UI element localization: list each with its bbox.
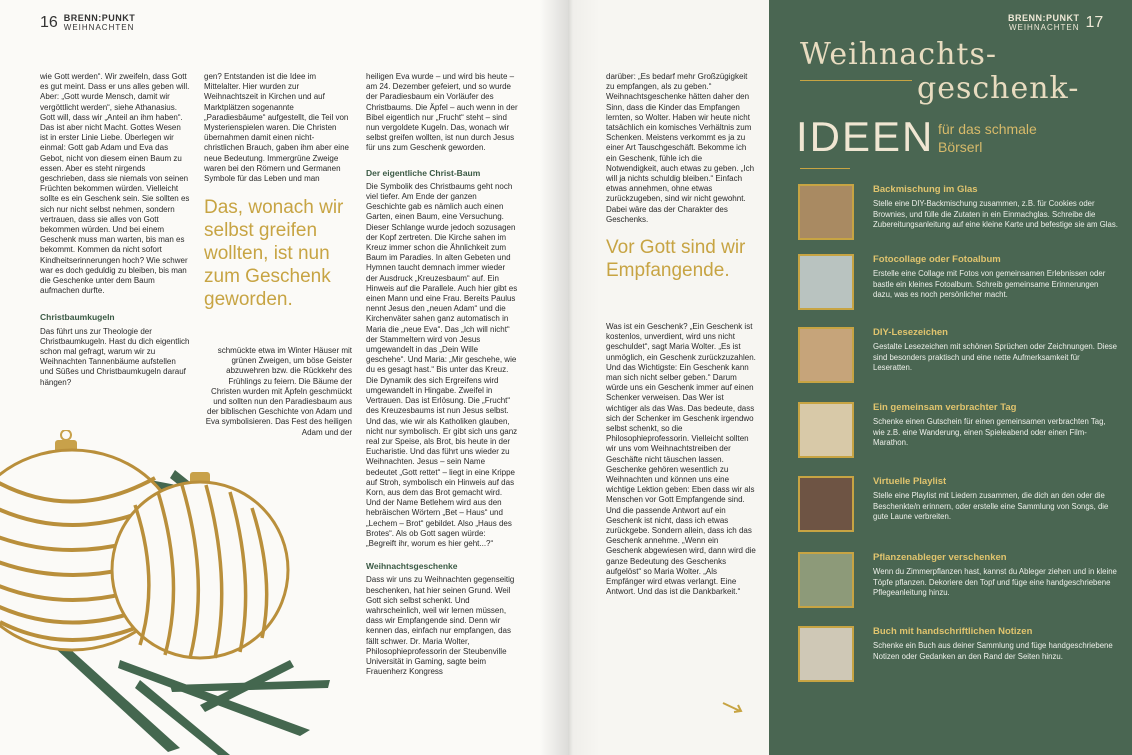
idea-title: Backmischung im Glas [873,184,978,195]
page-number: 17 [1085,14,1104,31]
subtitle-rule [800,168,850,169]
title-rule [800,80,912,81]
idea-title: Pflanzenableger verschenken [873,552,1007,563]
body-text: Das führt uns zur Theologie der Christbaumkugeln. Hast du dich eigentlich schon mal gefragt, warum wir zu Weihnachten Tannenbäume aufstellen und Süßes und Christbaumkugeln darauf hängen? [40,326,190,387]
idea-photo [798,476,854,532]
idea-item [798,327,1118,387]
right-folio [1008,14,1103,32]
idea-photo [798,254,854,310]
idea-photo [798,327,854,383]
idea-item [798,402,1118,462]
panel-subtitle: für das schmale Börserl [938,121,1037,155]
idea-title: Virtuelle Playlist [873,476,947,487]
idea-photo [798,552,854,608]
brand-name: BRENN:PUNKT [63,13,136,23]
section-heading: Christbaumkugeln [40,312,115,323]
left-column-2 [204,72,354,184]
body-text: darüber: „Es bedarf mehr Großzügigkeit zu empfangen, als zu geben.“ Weihnachtsgeschenke hätten daher den Sinn, dass die Kinder das Empfangen lernten, so Wolter. Haben wir heute nicht tatsächlich ein komisches Verhältnis zum Schenken. Meistens verkommt es ja zu einer Art Tauschgeschäft. Bekomme ich ein Geschenk, fühle ich die Notwendigkeit, auch etwas zu geben. „Ich will ja nichts schuldig bleiben.“ Einfach etwas annehmen, ohne etwas zurückzugeben, sind wir nicht gewohnt. Dabei wäre das der Charakter des Geschenks. [606,72,755,224]
left-column-3 [366,72,518,677]
idea-text: Stelle eine Playlist mit Liedern zusammen, die dich an den oder die Beschenkte/n erinnern, oder erstelle eine Sammlung von Songs, die gute Laune verbreiten. [873,491,1109,521]
pull-quote: Das, wonach wir selbst greifen wollten, ist nun zum Geschenk geworden. [204,197,344,310]
idea-text: Stelle eine DIY-Backmischung zusammen, z.B. für Cookies oder Brownies, und fülle die Zutaten in ein Einmachglas. Schreibe die Zubereitungsanleitung auf eine kleine Karte und befestige sie am Glas. [873,199,1118,229]
right-column-1 [606,72,756,225]
idea-photo [798,626,854,682]
idea-text: Erstelle eine Collage mit Fotos von gemeinsamen Erlebnissen oder bastle ein kleines Fotoalbum. Schreib gemeinsame Erinnerungen dazu, was es noch persönlicher macht. [873,269,1106,299]
idea-text: Wenn du Zimmerpflanzen hast, kannst du Ableger ziehen und in kleine Töpfe pflanzen. Dekoriere den Topf und füge eine handgeschriebene Pflegeanleitung hinzu. [873,567,1117,597]
body-text: gen? Entstanden ist die Idee im Mittelalter. Hier wurden zur Weihnachtszeit in Kirchen und auf Marktplätzen sogenannte „Paradiesbäume“ aufgestellt, die Teil von Mysterienspielen waren. Die Christen übernahmen damit einen nicht-christlichen Brauch, gaben ihm aber eine neue Bedeutung. Immergrüne Zweige waren bei den Römern und Germanen Symbole für das Leben und man [204,72,349,184]
pull-quote: Vor Gott sind wir Empfangende. [606,237,746,281]
section-heading: Der eigentliche Christ-Baum [366,167,481,178]
body-text: Was ist ein Geschenk? „Ein Geschenk ist kostenlos, unverdient, wird uns nicht geschuldet“, sagt Maria Wolter. „Es ist unmöglich, ein Geschenk zurückzuzahlen. Und das Wichtigste: Ein Geschenk kann man sich nicht selber geben.“ Darum würde uns ein Geschenk immer auf einen Schenker verweisen. Das Wer ist wichtiger als das Was. Das bedeute, dass sich der Schenker im Geschenk irgendwo selbst schenkt, so die Philosophieprofessorin. Vielleicht sollten wir uns vom Weihnachtstreiben der Geschäfte nicht täuschen lassen. Geschenke gehören wesentlich zu Weihnachten und können uns eine wichtige Lektion geben: Eben dass wir als Menschen vor Gott Empfangende sind. Und die passende Antwort auf ein Geschenk ist nicht, dass ich etwas zurückgebe. Sondern allein, dass ich das Geschenk annehme. „Wenn ein Geschenk abgewiesen wird, dann wird die ganze Bedeutung des Geschenks aufgelöst“ so Maria Wolter. „Als Empfänger wird etwas verlangt. Eine Antwort. Und das ist die Dankbarkeit.“ [606,322,756,597]
section-heading: Weihnachtsgeschenke [366,561,458,572]
body-text: heiligen Eva wurde – und wird bis heute – am 24. Dezember gefeiert, und so wurde der Paradiesbaum ein Vorläufer des Christbaums. Die Äpfel – auch wenn in der Bibel eigentlich nur „Frucht“ steht – sind nun vergoldete Kugeln. Das, wonach wir selbst greifen wollten, ist nun durch Jesus für uns zum Geschenk geworden. [366,72,518,153]
idea-item [798,476,1118,536]
brand-label [1008,14,1080,32]
body-text: Die Symbolik des Christbaums geht noch viel tiefer. Am Ende der ganzen Geschichte gab es nämlich auch einen Garten, einen Baum, eine Versuchung. Dieser Schlange wurde jedoch sozusagen der Kopf zertreten. Die Kirche sahen im Kreuz immer schon die Ähnlichkeit zum Baum im Paradies. In alten Gebeten und Hymnen taucht demnach immer wieder der Ausdruck „Kreuzesbaum“ auf. Ein Hinweis auf die Parallele. Auch hier gibt es einen Mann und eine Frau. Bereits Paulus nennt Jesus den „neuen Adam“ und die Kirchenväter sahen ganz automatisch in Maria die „neue Eva“. Das „Ich will nicht“ der Stammeltern wird von Jesus umgewandelt in das „Dein Wille geschehe“. Und Maria: „Mir geschehe, wie du es gesagt hast.“ Bis unter das Kreuz. Die Dynamik des sich Ergreifens wird umgewandelt in Hingabe. Zweifel in Vertrauen. Das ist Erlösung. Die „Frucht“ des Kreuzesbaums ist nun Jesus selbst. Und das, wie wir als Katholiken glauben, nicht nur symbolisch. Er gibt sich uns ganz real zur Speise, als Brot, bis heute in der Eucharistie. Und das führt uns wieder zu Weihnachten. Jesus – sein Name bedeutet „Gott rettet“ – liegt in eine Krippe auf Stroh, symbolisch ein Hinweis auf das Korn, aus dem das Brot gemacht wird. Und der Name Betlehem wird aus den hebräischen Wörtern „Bet – Haus“ und „Lechem – Brot“ gebildet. Also „Haus des Brotes“. Als ob Gott sagen würde: „Begreift ihr, worum es hier geht...?“ [366,181,518,548]
panel-title-line-1: Weihnachts- [800,37,997,72]
panel-title-ideen: IDEEN [796,113,935,160]
brand-label [64,14,136,32]
left-column-1 [40,72,190,388]
arrow-right-icon [722,700,746,714]
idea-text: Gestalte Lesezeichen mit schönen Sprüchen oder Zeichnungen. Diese sind besonders praktisch und eine nette Aufmerksamkeit für Leseratten. [873,342,1118,372]
left-column-2-lower [204,346,352,438]
idea-title: DIY-Lesezeichen [873,327,948,338]
idea-title: Ein gemeinsam verbrachter Tag [873,402,1017,413]
idea-item [798,552,1118,612]
idea-item [798,254,1118,314]
body-text: wie Gott werden“. Wir zweifeln, dass Gott es gut meint. Dass er uns alles geben will. Aber: „Gott wurde Mensch, damit wir vergöttlicht werden“, siehe Athanasius. Gott will, dass wir „Anteil an ihm haben“. Das ist aber nicht Macht. Gottes Wesen ist in erster Linie Liebe. Überlegen wir einmal: Gott gab Adam und Eva das Gebot, nicht von diesem einen Baum zu essen. Aber es steht nirgends geschrieben, dass sie niemals von seinen Früchten bekommen würden. Vielleicht sollte es ein Geschenk sein. Sie sollten es sich nur nicht selbst nehmen, sondern vertrauen, dass sie alles von Gott bekommen würden. Und bei einem Geschenk muss man warten, bis man es bekommt. Kommen da nicht sofort Kindheitserinnerungen hoch? Wie schwer war es doch geduldig zu bleiben, bis man die Geschenke unter dem Baum aufmachen durfte. [40,72,190,296]
idea-item [798,184,1118,244]
page-number: 16 [40,14,58,31]
body-text: Dass wir uns zu Weihnachten gegenseitig beschenken, hat hier seinen Grund. Weil Gott sich selbst schenkt. Und wahrscheinlich, weil wir lernen müssen, dass wir Empfangende sind. Denn wir kennen das, einfach nur empfangen, das fällt schwer. Dr. Maria Wolter, Philosophieprofessorin der Steubenville Universität in Gaming, sagte beim Frauenherz Kongress [366,575,515,677]
body-text: schmückte etwa im Winter Häuser mit grünen Zweigen, um böse Geister abzuwehren bzw. die Rückkehr des Frühlings zu feiern. Die Bäume der Christen wurden mit Äpfeln geschmückt und sollten nun den Paradiesbaum aus der biblischen Geschichte von Adam und Eva symbolisieren. Das Fest des heiligen Adam und der [205,346,352,437]
right-column-1-lower [606,322,756,597]
idea-text: Schenke ein Buch aus deiner Sammlung und füge handgeschriebene Notizen oder Gedanken an den Rand der Seiten hinzu. [873,641,1113,661]
idea-title: Buch mit handschriftlichen Notizen [873,626,1033,637]
idea-text: Schenke einen Gutschein für einen gemeinsamen verbrachten Tag, wie z.B. eine Wanderung, einen Spieleabend oder einen Film-Marathon. [873,417,1106,447]
brand-name: BRENN:PUNKT [1008,13,1080,23]
christmas-bauble-illustration [0,430,340,755]
idea-photo [798,402,854,458]
section-label: WEIHNACHTEN [63,23,135,32]
panel-title-line-2: geschenk- [917,71,1080,106]
idea-item [798,626,1118,686]
idea-photo [798,184,854,240]
left-folio [40,14,135,32]
idea-title: Fotocollage oder Fotoalbum [873,254,1001,265]
section-label: WEIHNACHTEN [1008,23,1080,32]
